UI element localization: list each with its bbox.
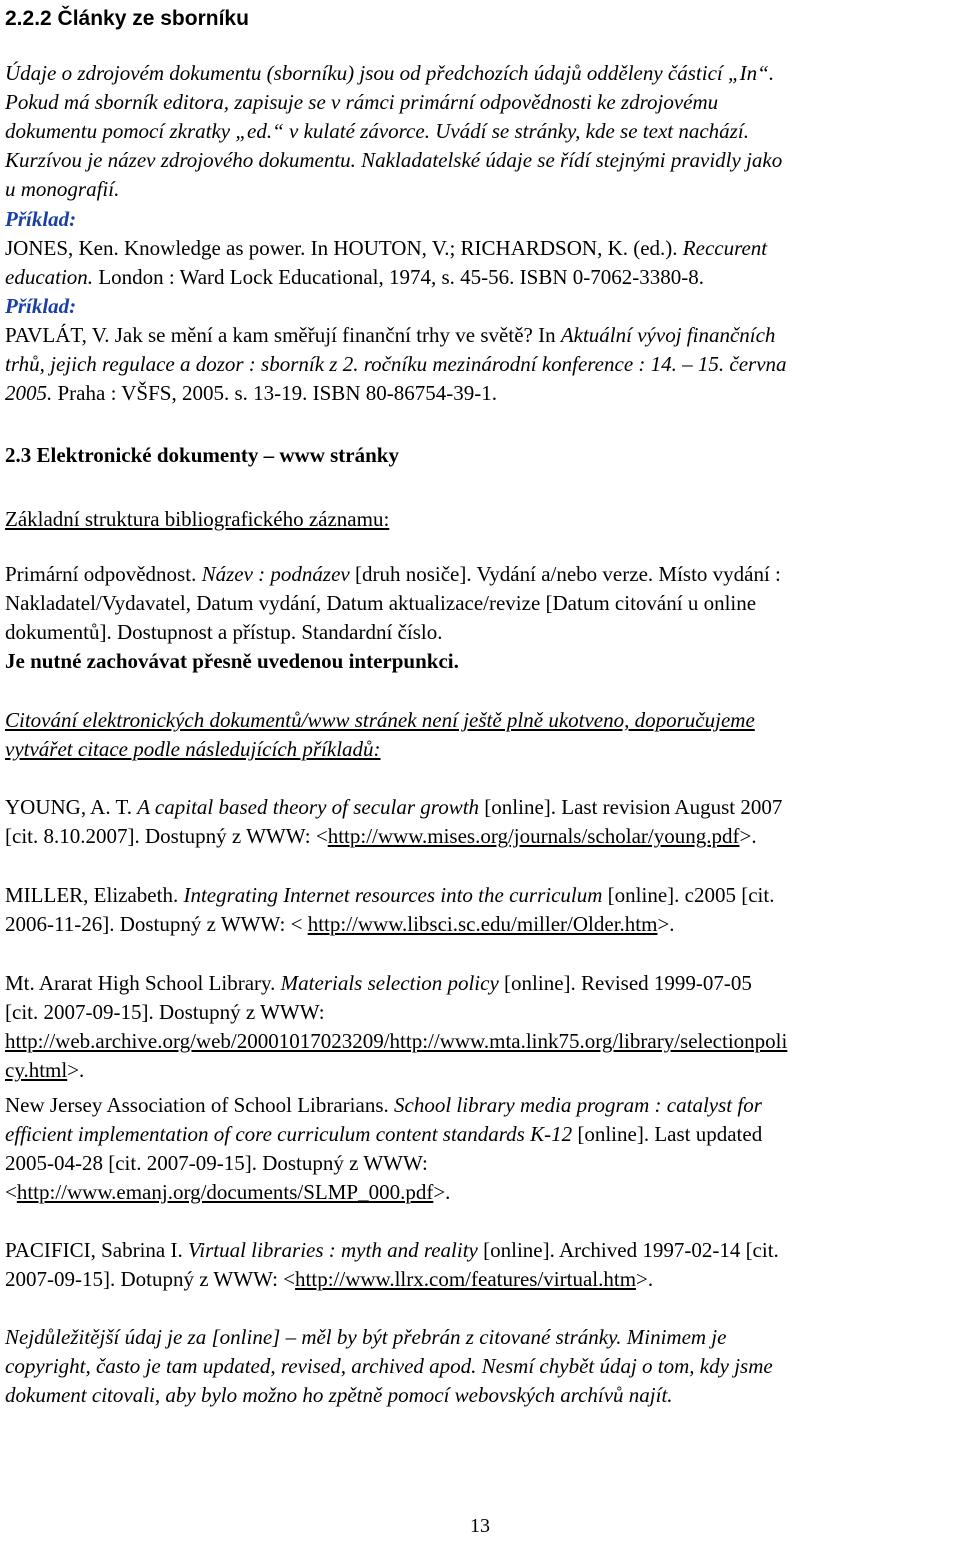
example-label: Příklad: [5, 207, 77, 231]
page-number: 13 [470, 1515, 490, 1537]
reference-pacifici: PACIFICI, Sabrina I. Virtual libraries : myth and reality [online]. Archived 1997-02-14 [cit. 2007-09-15]. Dotupný z WWW: <http://www.llrx.com/features/virtual.htm>. [5, 1238, 779, 1291]
miller-link[interactable]: http://www.libsci.sc.edu/miller/Older.htm [307, 912, 658, 936]
example-label: Příklad: [5, 294, 77, 318]
example-line: trhů, jejich regulace a dozor : sborník z 2. ročníku mezinárodní konference : 14. – 15. června [5, 352, 787, 376]
ararat-link-cont[interactable]: cy.html [5, 1058, 68, 1082]
reference-young: YOUNG, A. T. A capital based theory of secular growth [online]. Last revision August 2007 [cit. 8.10.2007]. Dostupný z WWW: <http://www.mises.org/journals/scholar/young.pdf>. [5, 795, 783, 848]
example-2 [5, 292, 787, 408]
closing-note: Nejdůležitější údaj je za [online] – měl by být přebrán z citované stránky. Minimem je copyright, často je tam updated, revised, archived apod. Nesmí chybět údaj o tom, kdy jsme dokument citovali, aby bylo možno ho zpětně pomocí webovských archívů najít. [5, 1325, 773, 1407]
reference-miller: MILLER, Elizabeth. Integrating Internet resources into the curriculum [online]. c2005 [cit. 2006-11-26]. Dostupný z WWW: < http://www.libsci.sc.edu/miller/Older.htm>. [5, 883, 775, 936]
young-link[interactable]: http://www.mises.org/journals/scholar/young.pdf [327, 824, 740, 848]
structure-title: Základní struktura bibliografického záznamu: [5, 507, 390, 531]
intro-line: Kurzívou je název zdrojového dokumentu. Nakladatelské údaje se řídí stejnými pravidly jako [5, 148, 783, 172]
reference-ararat: Mt. Ararat High School Library. Materials selection policy [online]. Revised 1999-07-05 [cit. 2007-09-15]. Dostupný z WWW: http://web.archive.org/web/20001017023209/http://www.mta.link75.org/library/selectionpoli cy.html>. [5, 971, 788, 1082]
intro-line: u monografií. [5, 177, 120, 201]
intro-line: Pokud má sborník editora, zapisuje se v rámci primární odpovědnosti ke zdrojovému [5, 90, 719, 114]
ararat-link[interactable]: http://web.archive.org/web/20001017023209/http://www.mta.link75.org/library/selectionpoli [5, 1029, 788, 1053]
example-line: 2005. Praha : VŠFS, 2005. s. 13-19. ISBN 80-86754-39-1. [5, 381, 497, 405]
intro-line: Údaje o zdrojovém dokumentu (sborníku) jsou od předchozích údajů odděleny částicí „In“. [5, 61, 775, 85]
intro-paragraph [5, 59, 782, 204]
nj-link[interactable]: http://www.emanj.org/documents/SLMP_000.pdf [16, 1180, 434, 1204]
structure-paragraph: Primární odpovědnost. Název : podnázev [druh nosiče]. Vydání a/nebo verze. Místo vydání : Nakladatel/Vydavatel, Datum vydání, Datum aktualizace/revize [Datum citování u online dokumentů]. Dostupnost a přístup. Standardní číslo. Je nutné zachovávat přesně uvedenou interpunkci. [5, 560, 781, 676]
example-line: education. London : Ward Lock Educational, 1974, s. 45-56. ISBN 0-7062-3380-8. [5, 265, 704, 289]
punctuation-note: Je nutné zachovávat přesně uvedenou interpunkci. [5, 649, 459, 673]
reference-nj: New Jersey Association of School Librarians. School library media program : catalyst for efficient implementation of core curriculum content standards K-12 [online]. Last updated 2005-04-28 [cit. 2007-09-15]. Dostupný z WWW: <http://www.emanj.org/documents/SLMP_000.pdf>. [5, 1093, 763, 1204]
intro-line: dokumentu pomocí zkratky „ed.“ v kulaté závorce. Uvádí se stránky, kde se text nachází. [5, 119, 749, 143]
pacifici-link[interactable]: http://www.llrx.com/features/virtual.htm [295, 1267, 637, 1291]
section-2-3-heading: 2.3 Elektronické dokumenty – www stránky [5, 443, 399, 467]
section-heading: 2.2.2 Články ze sborníku [5, 7, 249, 30]
example-1 [5, 205, 767, 292]
example-line: PAVLÁT, V. Jak se mění a kam směřují finanční trhy ve světě? In Aktuální vývoj finančních [5, 323, 776, 347]
citation-note: Citování elektronických dokumentů/www stránek není ještě plně ukotveno, doporučujeme vytvářet citace podle následujících příkladů: [5, 708, 755, 761]
example-line: JONES, Ken. Knowledge as power. In HOUTON, V.; RICHARDSON, K. (ed.). Reccurent [5, 236, 768, 260]
